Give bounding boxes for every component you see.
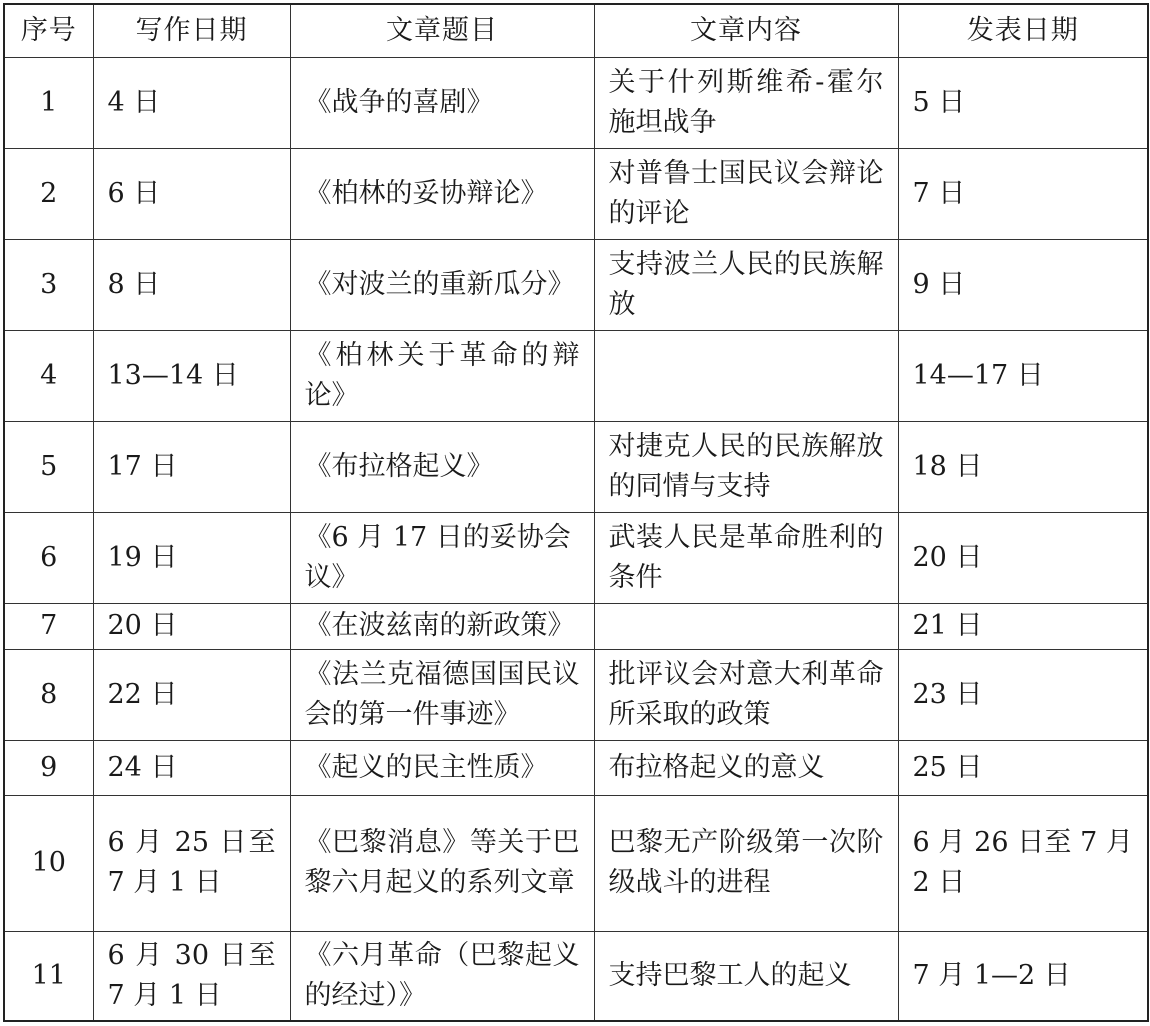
cell-written-date: 22 日 [93, 649, 290, 740]
cell-article-content: 关于什列斯维希-霍尔施坦战争 [594, 57, 898, 148]
cell-article-title: 《六月革命（巴黎起义的经过）》 [290, 931, 594, 1021]
cell-article-content [594, 330, 898, 421]
cell-published-date: 23 日 [898, 649, 1148, 740]
cell-article-content [594, 603, 898, 649]
cell-written-date: 8 日 [93, 239, 290, 330]
table-row [4, 330, 1148, 421]
cell-article-content: 支持波兰人民的民族解放 [594, 239, 898, 330]
cell-article-title: 《柏林关于革命的辩论》 [290, 330, 594, 421]
header-published-date: 发表日期 [898, 4, 1148, 57]
cell-no: 10 [4, 795, 93, 931]
cell-published-date: 25 日 [898, 740, 1148, 795]
header-row [4, 4, 1148, 57]
cell-written-date: 20 日 [93, 603, 290, 649]
cell-written-date: 4 日 [93, 57, 290, 148]
cell-article-content: 对捷克人民的民族解放的同情与支持 [594, 421, 898, 512]
cell-article-content: 武装人民是革命胜利的条件 [594, 512, 898, 603]
cell-article-content: 巴黎无产阶级第一次阶级战斗的进程 [594, 795, 898, 931]
articles-table [3, 3, 1149, 1022]
cell-no: 4 [4, 330, 93, 421]
cell-written-date: 19 日 [93, 512, 290, 603]
cell-article-title: 《柏林的妥协辩论》 [290, 148, 594, 239]
cell-published-date: 18 日 [898, 421, 1148, 512]
cell-article-title: 《布拉格起义》 [290, 421, 594, 512]
cell-no: 5 [4, 421, 93, 512]
cell-written-date: 13—14 日 [93, 330, 290, 421]
table-row [4, 740, 1148, 795]
cell-no: 1 [4, 57, 93, 148]
cell-article-content: 布拉格起义的意义 [594, 740, 898, 795]
table-row [4, 603, 1148, 649]
cell-published-date: 21 日 [898, 603, 1148, 649]
cell-article-title: 《起义的民主性质》 [290, 740, 594, 795]
cell-no: 7 [4, 603, 93, 649]
header-written-date: 写作日期 [93, 4, 290, 57]
table-row [4, 57, 1148, 148]
cell-published-date: 7 日 [898, 148, 1148, 239]
cell-article-title: 《法兰克福德国国民议会的第一件事迹》 [290, 649, 594, 740]
cell-written-date: 17 日 [93, 421, 290, 512]
cell-written-date: 24 日 [93, 740, 290, 795]
cell-published-date: 14—17 日 [898, 330, 1148, 421]
table-row [4, 421, 1148, 512]
cell-no: 9 [4, 740, 93, 795]
table-row [4, 931, 1148, 1021]
cell-no: 8 [4, 649, 93, 740]
cell-written-date: 6 月 30 日至 7 月 1 日 [93, 931, 290, 1021]
cell-article-content: 批评议会对意大利革命所采取的政策 [594, 649, 898, 740]
table-row [4, 239, 1148, 330]
cell-published-date: 9 日 [898, 239, 1148, 330]
cell-written-date: 6 月 25 日至 7 月 1 日 [93, 795, 290, 931]
cell-written-date: 6 日 [93, 148, 290, 239]
cell-article-content: 支持巴黎工人的起义 [594, 931, 898, 1021]
cell-published-date: 7 月 1—2 日 [898, 931, 1148, 1021]
cell-article-title: 《在波兹南的新政策》 [290, 603, 594, 649]
table-row [4, 795, 1148, 931]
header-article-title: 文章题目 [290, 4, 594, 57]
cell-published-date: 6 月 26 日至 7 月 2 日 [898, 795, 1148, 931]
cell-article-title: 《巴黎消息》等关于巴黎六月起义的系列文章 [290, 795, 594, 931]
table-row [4, 649, 1148, 740]
cell-article-title: 《战争的喜剧》 [290, 57, 594, 148]
header-article-content: 文章内容 [594, 4, 898, 57]
cell-no: 3 [4, 239, 93, 330]
cell-article-title: 《对波兰的重新瓜分》 [290, 239, 594, 330]
cell-no: 11 [4, 931, 93, 1021]
cell-article-content: 对普鲁士国民议会辩论的评论 [594, 148, 898, 239]
cell-no: 6 [4, 512, 93, 603]
cell-article-title: 《6 月 17 日的妥协会议》 [290, 512, 594, 603]
cell-published-date: 5 日 [898, 57, 1148, 148]
header-no: 序号 [4, 4, 93, 57]
table-row [4, 148, 1148, 239]
cell-published-date: 20 日 [898, 512, 1148, 603]
table-row [4, 512, 1148, 603]
cell-no: 2 [4, 148, 93, 239]
